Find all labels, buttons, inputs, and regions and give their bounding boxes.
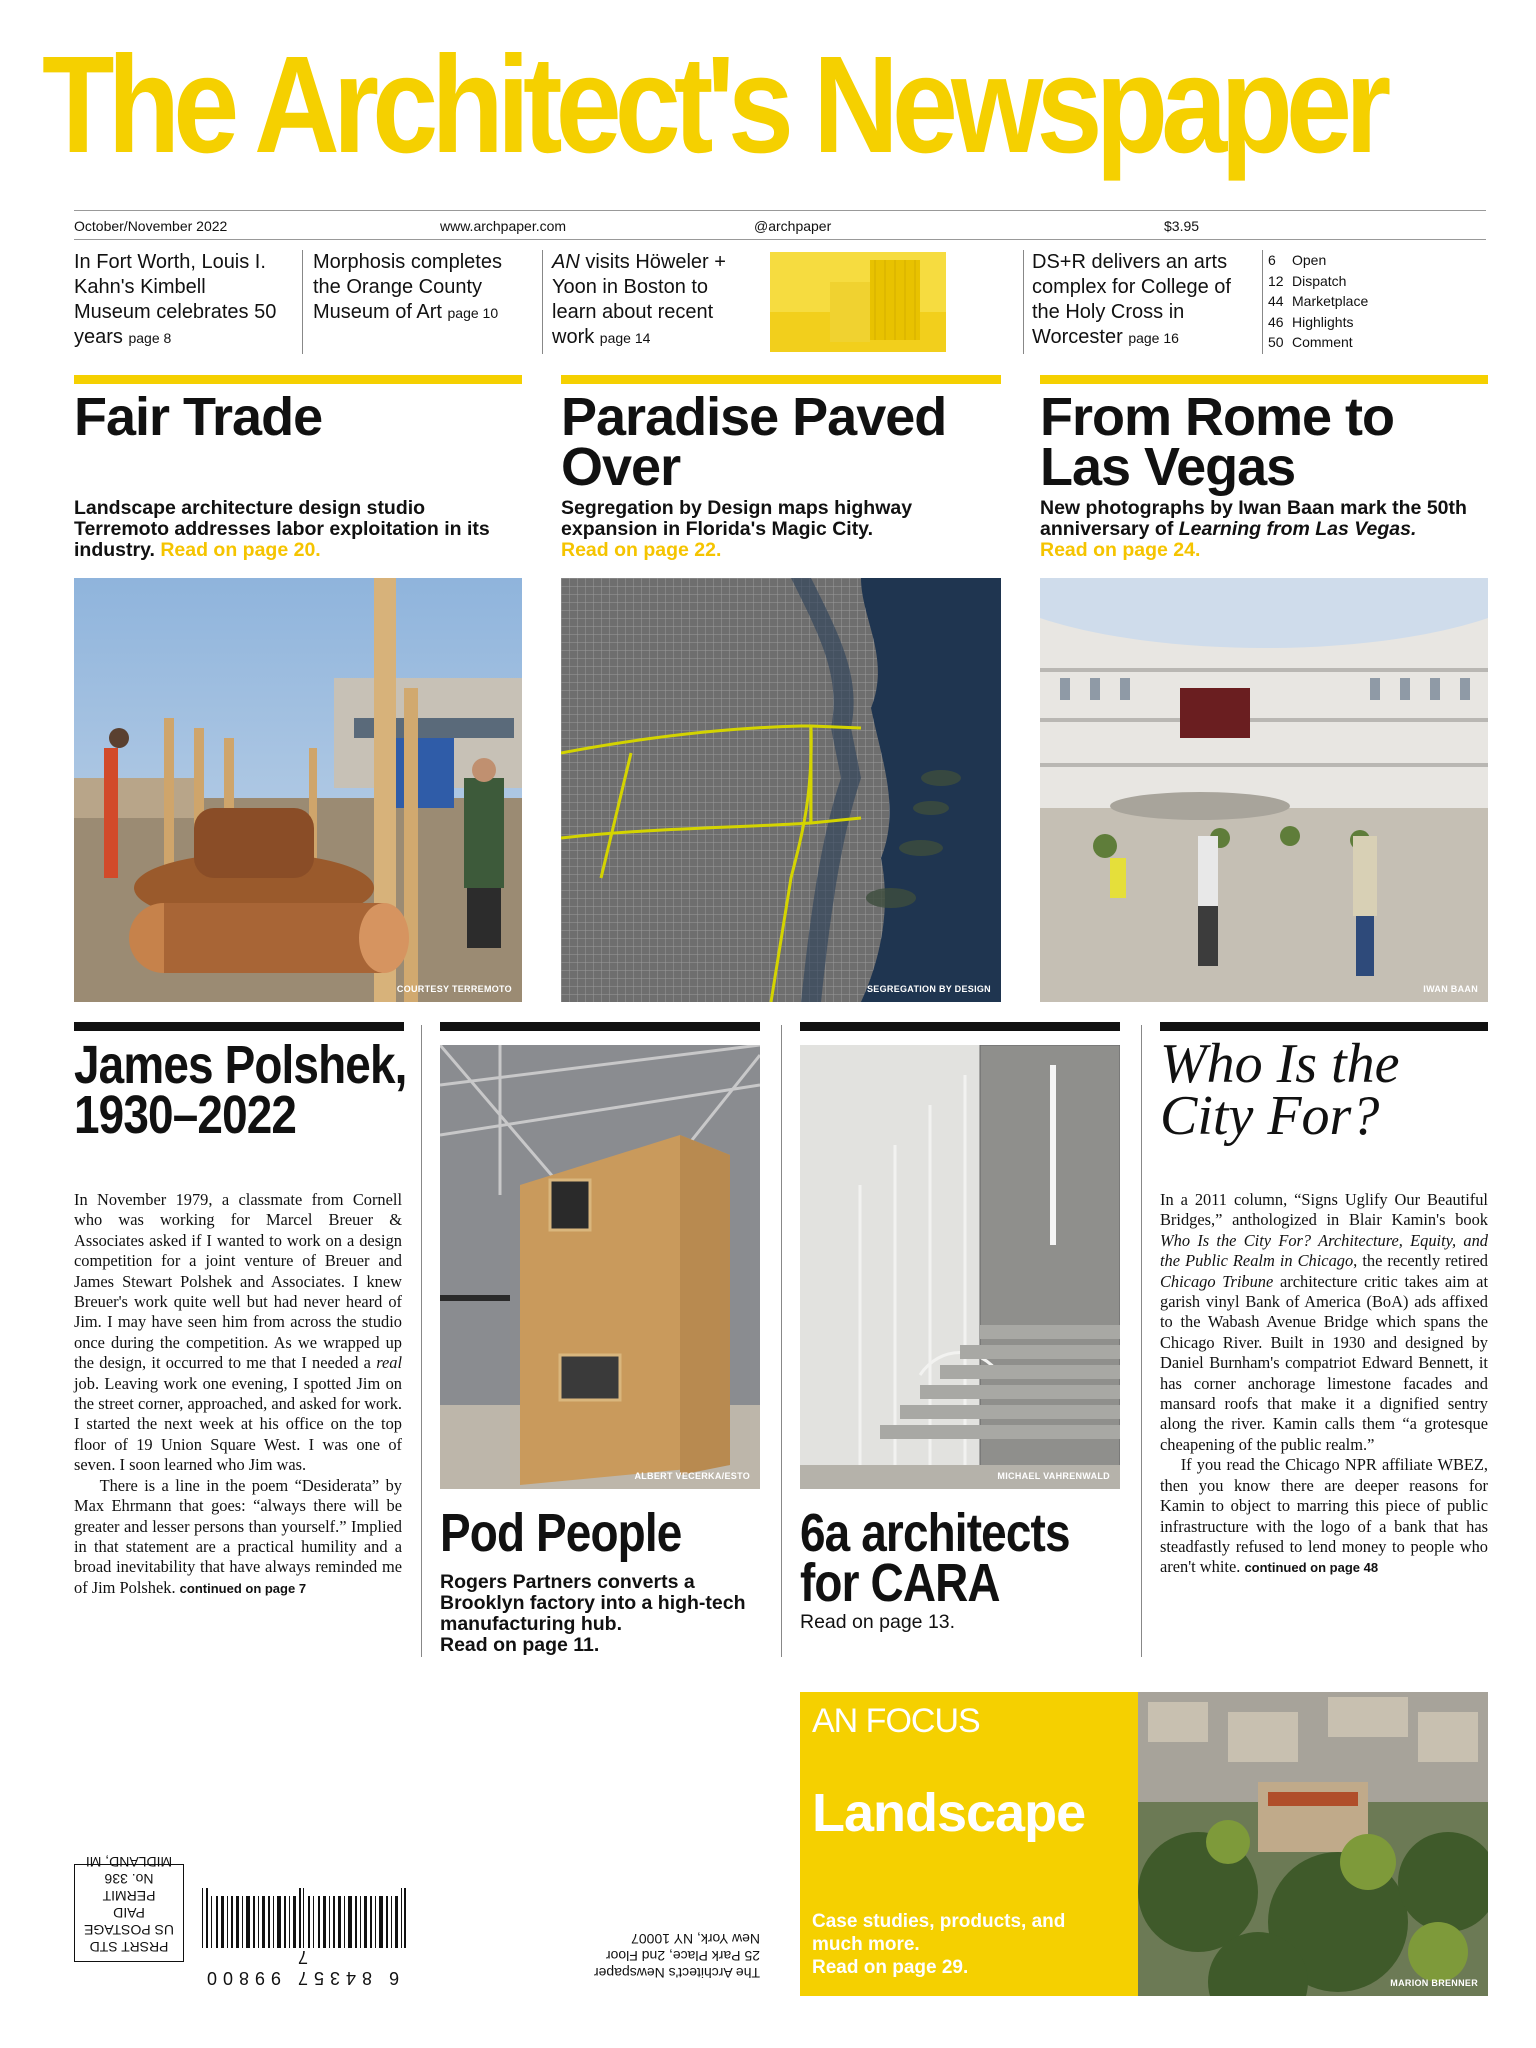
teaser-text: Morphosis completes the Orange County Museum of Art xyxy=(313,251,502,323)
continued-link[interactable]: continued on page 7 xyxy=(179,1580,307,1596)
photo-credit: IWAN BAAN xyxy=(1423,984,1478,994)
photo-credit: ALBERT VECERKA/ESTO xyxy=(634,1471,750,1481)
dek-pod-people: Rogers Partners converts a Brooklyn factory into a high-tech manufacturing hub. Read on page 11. xyxy=(440,1571,746,1656)
divider xyxy=(1262,250,1263,354)
photo-terremoto xyxy=(74,578,522,1002)
teaser-thumbnail xyxy=(770,252,946,352)
divider xyxy=(421,1025,422,1657)
teaser-dsr[interactable] xyxy=(1032,250,1254,356)
teaser-italic: AN xyxy=(552,251,580,273)
read-more-link[interactable]: Read on page 29. xyxy=(812,1957,969,1978)
section-bar xyxy=(800,1022,1120,1031)
article-polshek: In November 1979, a classmate from Cornell who was working for Marcel Breuer & Associates asked if I wanted to work on a design competition for a joint venture of Breuer and James Stewart Polshek and Associates. I knew Breuer's work quite well but had never heard of Jim. I may have seen him from across the studio once during the competition. As we wrapped up the design, it occurred to me that I needed a real job. Leaving work one evening, I spotted Jim on the street corner, approached, and asked for work. I started the next week at his office on the top floor of 19 Union Square West. I was one of seven. I soon learned who Jim was. There is a line in the poem “Desiderata” by Max Ehrmann that goes: “always there will be greater and lesser persons than yourself.” Implied in that statement are a practical humility and a broad inevitability that have always reminded me of Jim Polshek. continued on page 7 xyxy=(74,1190,402,1597)
headline-who-is-the-city-for[interactable]: Who Is the City For? xyxy=(1160,1033,1400,1147)
toc-item[interactable]: 12 Dispatch xyxy=(1268,272,1347,289)
toc-item[interactable]: 50 Comment xyxy=(1268,334,1353,350)
read-more-link[interactable]: Read on page 13. xyxy=(800,1611,956,1633)
headline-pod-people[interactable]: Pod People xyxy=(440,1503,682,1563)
divider xyxy=(302,250,303,354)
section-bar xyxy=(1040,375,1488,384)
section-bar xyxy=(440,1022,760,1031)
teaser-page: page 16 xyxy=(1128,330,1179,346)
masthead-title: The Architect's Newspaper xyxy=(42,28,1385,182)
photo-credit: MARION BRENNER xyxy=(1390,1978,1478,1988)
photo-pod-people xyxy=(440,1045,760,1489)
barcode-number: 6 84357 99800 7 xyxy=(200,1947,400,1988)
dek-paradise-paved: Segregation by Design maps highway expansion in Florida's Magic City. Read on page 22. xyxy=(561,497,913,561)
toc-item[interactable]: 44 Marketplace xyxy=(1268,293,1369,309)
headline-paradise-paved[interactable]: Paradise Paved Over xyxy=(561,387,947,497)
photo-rome-piazza xyxy=(1040,578,1488,1002)
teaser-morphosis[interactable] xyxy=(313,250,533,356)
mailing-address: The Architect's Newspaper 25 Park Place, 2nd Floor New York, NY 10007 xyxy=(593,1931,760,1981)
toc-item[interactable]: 46 Highlights xyxy=(1268,313,1354,330)
photo-cara xyxy=(800,1045,1120,1489)
section-bar xyxy=(74,375,522,384)
table-of-contents xyxy=(1268,250,1488,353)
barcode xyxy=(190,1888,410,1948)
teaser-page: page 8 xyxy=(128,330,172,346)
teaser-kimbell[interactable] xyxy=(74,250,284,356)
photo-landscape xyxy=(1138,1692,1488,1996)
divider xyxy=(781,1025,782,1657)
photo-miami-map xyxy=(561,578,1001,1002)
headline-fair-trade[interactable]: Fair Trade xyxy=(74,387,323,447)
section-bar xyxy=(561,375,1001,384)
dek-rome-las-vegas: New photographs by Iwan Baan mark the 50th anniversary of Learning from Las Vegas. Read on page 24. xyxy=(1040,497,1467,561)
focus-label: AN FOCUS xyxy=(812,1702,980,1740)
teaser-text: visits Höweler + Yoon in Boston to learn about recent work xyxy=(552,251,726,348)
divider xyxy=(542,250,543,354)
dek-fair-trade: Landscape architecture design studio Terremoto addresses labor exploitation in its industry. Read on page 20. xyxy=(74,497,490,561)
teaser-text: DS+R delivers an arts complex for College of the Holy Cross in Worcester xyxy=(1032,251,1231,348)
headline-rome-las-vegas[interactable]: From Rome to Las Vegas xyxy=(1040,387,1395,497)
teaser-howeler-yoon[interactable] xyxy=(552,250,752,356)
divider xyxy=(1023,250,1024,354)
price: $3.95 xyxy=(1164,218,1200,234)
read-more-link[interactable]: Read on page 22. xyxy=(561,539,722,561)
an-focus-box[interactable] xyxy=(800,1692,1138,1996)
teaser-page: page 14 xyxy=(599,330,651,346)
teaser-page: page 10 xyxy=(447,305,499,321)
headline-cara[interactable]: 6a architects for CARA xyxy=(800,1503,1070,1613)
focus-title: Landscape xyxy=(812,1783,1086,1843)
teaser-text: In Fort Worth, Louis I. Kahn's Kimbell Museum celebrates 50 years xyxy=(74,251,277,348)
toc-item[interactable]: 6 Open xyxy=(1268,252,1327,268)
website-url[interactable]: www.archpaper.com xyxy=(440,218,567,234)
social-handle: @archpaper xyxy=(754,218,832,234)
continued-link[interactable]: continued on page 48 xyxy=(1244,1560,1379,1576)
photo-credit: COURTESY TERREMOTO xyxy=(396,984,512,994)
read-more-link[interactable]: Read on page 24. xyxy=(1040,539,1201,561)
section-bar xyxy=(74,1022,404,1031)
focus-subtitle: Case studies, products, and much more. Read on page 29. xyxy=(812,1911,1066,1978)
photo-credit: MICHAEL VAHRENWALD xyxy=(997,1471,1110,1481)
read-more-link[interactable]: Read on page 20. xyxy=(160,539,321,561)
article-city-for: In a 2011 column, “Signs Uglify Our Beautiful Bridges,” anthologized in Blair Kamin's book Who Is the City For? Architecture, Equity, and the Public Realm in Chicago, the recently retired Chicago Tribune architecture critic takes aim at garish vinyl Bank of America (BoA) ads affixed to the Wabash Avenue Bridge which spans the Chicago River. Built in 1930 and designed by Daniel Burnham's compatriot Edward Bennett, it has corner anchorage limestone facades and mansard roofs that make it a dignified sentry along the river. Kamin calls them “a grotesque cheapening of the public realm.” If you read the Chicago NPR affiliate WBEZ, then you know there are deeper reasons for Kamin to object to marring this piece of public infrastructure with the logo of a bank that has steadfastly refused to lend money to people who aren't white. continued on page 48 xyxy=(1160,1190,1489,1577)
issue-date: October/November 2022 xyxy=(74,218,228,234)
divider xyxy=(1141,1025,1142,1657)
section-bar xyxy=(1160,1022,1488,1031)
postage-permit: PRSRT STD US POSTAGE PAID PERMIT No. 336 MIDLAND, MI xyxy=(74,1864,184,1962)
issue-info-bar xyxy=(74,210,1486,240)
photo-credit: SEGREGATION BY DESIGN xyxy=(867,984,991,994)
read-more-link[interactable]: Read on page 11. xyxy=(440,1634,600,1656)
headline-polshek[interactable]: James Polshek, 1930–2022 xyxy=(74,1035,407,1145)
